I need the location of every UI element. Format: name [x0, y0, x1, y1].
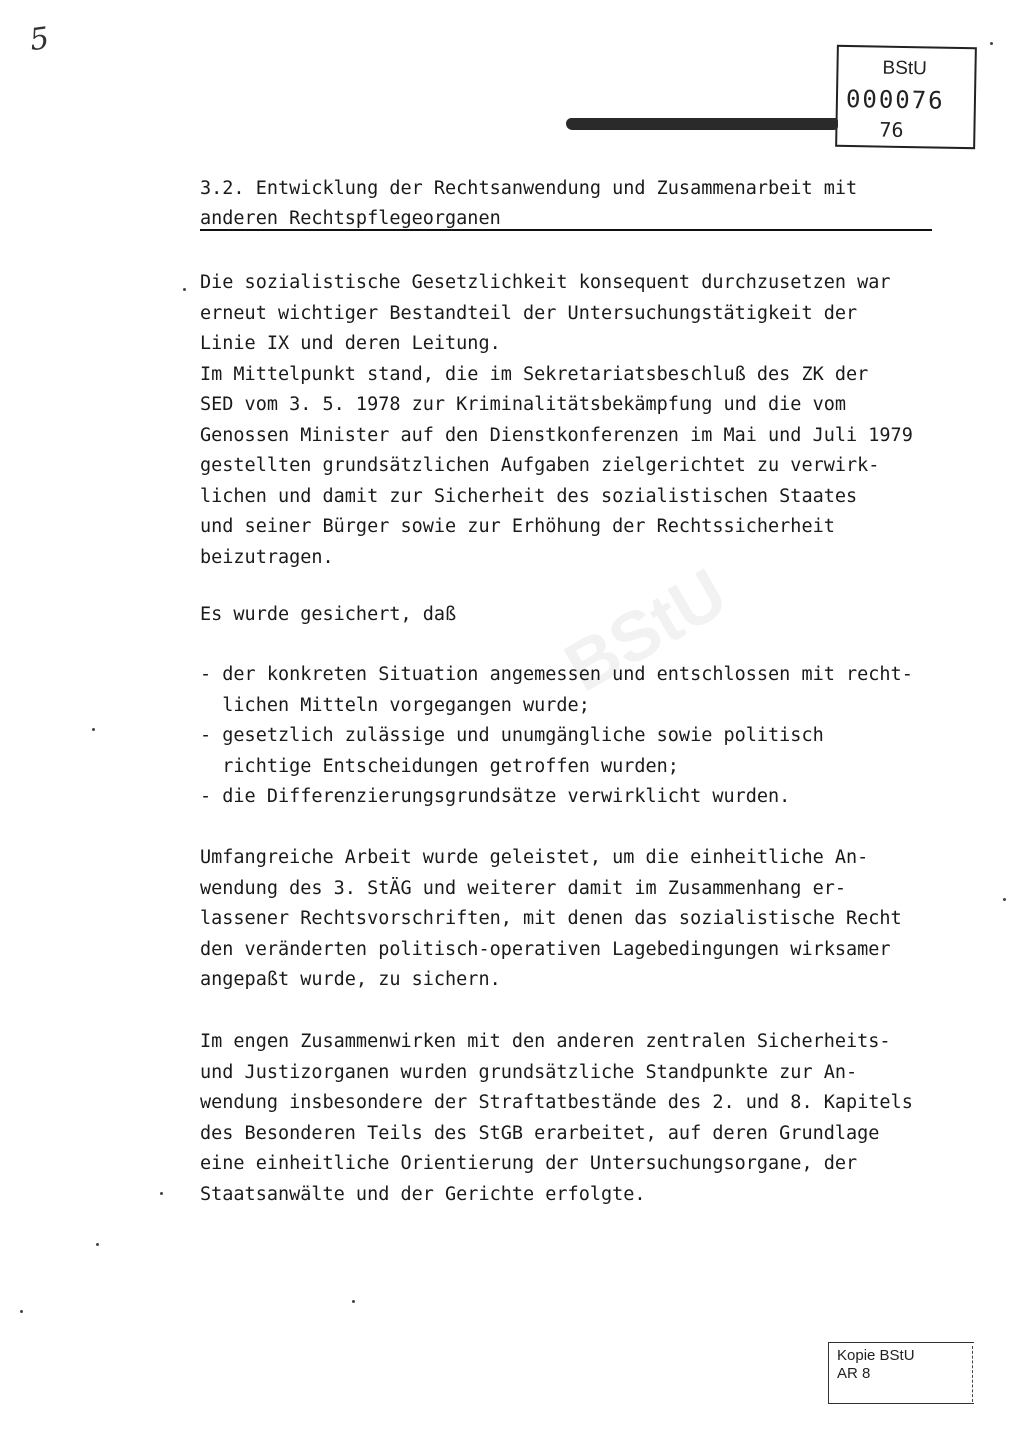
copy-stamp: [828, 1342, 974, 1404]
paragraph-5: Im engen Zusammenwirken mit den anderen zentralen Sicherheits- und Justizorganen wurden grundsätzliche Standpunkte zur An- wendung insbesondere der Straftatbestände des 2. und 8. Kapitels des Besonderen Teils des StGB erarbeitet, auf deren Grundlage eine einheitliche Orientierung der Untersuchungsorgane, der Staatsanwälte und der Gerichte erfolgte.: [200, 1031, 913, 1205]
archive-stamp: [835, 45, 977, 149]
scan-speck: [1003, 898, 1006, 901]
scan-speck: [183, 288, 186, 291]
archive-stamp-page: 76: [879, 117, 904, 142]
paragraph-2: Es wurde gesichert, daß: [200, 604, 457, 625]
heading-underline: [200, 229, 932, 231]
copy-stamp-line-2: AR 8: [837, 1365, 871, 1382]
archive-stamp-number: 000076: [845, 84, 945, 115]
scan-speck: [96, 1243, 99, 1246]
paragraph-4: Umfangreiche Arbeit wurde geleistet, um die einheitliche An- wendung des 3. StÄG und weiterer damit im Zusammenhang er- lassener Rechtsvorschriften, mit denen das sozialistische Recht den veränderten politisch-operativen Lagebedingungen wirksamer angepaßt wurde, zu sichern.: [200, 847, 902, 990]
faint-watermark: BStU: [551, 553, 740, 707]
bullet-list: - der konkreten Situation angemessen und entschlossen mit recht- lichen Mitteln vorgegangen wurde; - gesetzlich zulässige und unumgängliche sowie politisch richtige Entscheidungen getroffen wurden; - die Differenzierungsgrundsätze verwirklicht wurden.: [200, 664, 913, 807]
section-heading-line-2: anderen Rechtspflegeorganen: [200, 208, 501, 229]
scan-speck: [990, 42, 993, 45]
copy-stamp-line-1: Kopie BStU: [837, 1347, 915, 1364]
scan-speck: [352, 1300, 355, 1303]
archive-stamp-org: BStU: [882, 57, 928, 80]
handwritten-page-mark: 5: [27, 20, 52, 59]
copy-stamp-edge: [972, 1346, 973, 1402]
scan-speck: [20, 1310, 23, 1313]
redaction-bar: [566, 118, 838, 130]
section-heading-line-1: 3.2. Entwicklung der Rechtsanwendung und Zusammenarbeit mit: [200, 178, 858, 199]
scan-speck: [92, 728, 95, 731]
scan-speck: [160, 1192, 163, 1195]
paragraph-1: Die sozialistische Gesetzlichkeit konsequent durchzusetzen war erneut wichtiger Bestandteil der Untersuchungstätigkeit der Linie IX und deren Leitung. Im Mittelpunkt stand, die im Sekretariatsbeschluß des ZK der SED vom 3. 5. 1978 zur Kriminalitätsbekämpfung und die vom Genossen Minister auf den Dienstkonferenzen im Mai und Juli 1979 gestellten grundsätzlichen Aufgaben zielgerichtet zu verwirk- lichen und damit zur Sicherheit des sozialistischen Staates und seiner Bürger sowie zur Erhöhung der Rechtssicherheit beizutragen.: [200, 272, 913, 568]
